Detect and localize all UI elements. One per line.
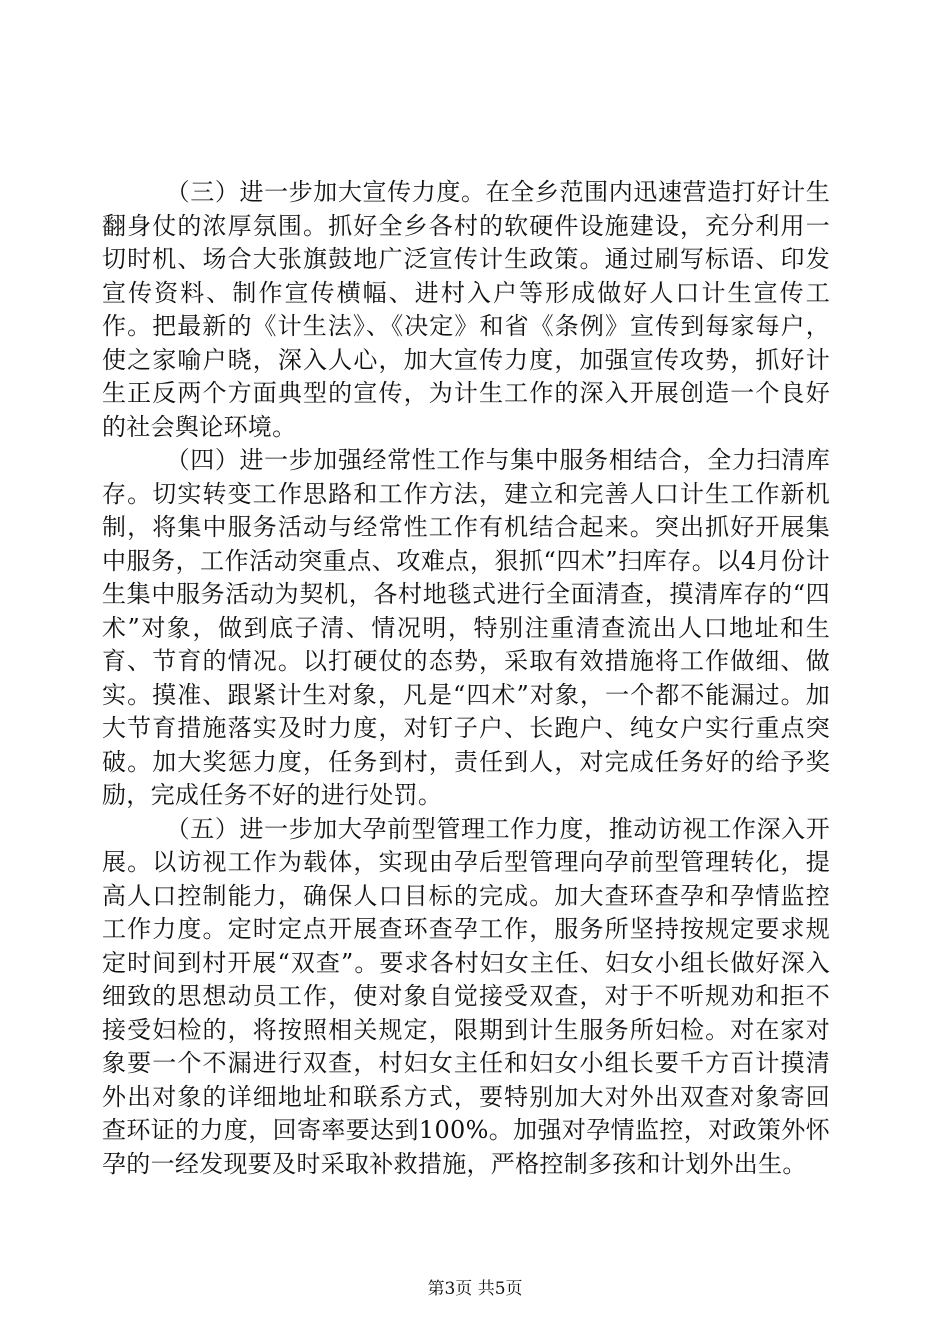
document-body	[102, 176, 830, 1181]
page-number-footer: 第3页 共5页	[427, 1279, 523, 1299]
paragraph-regular-work: （四）进一步加强经常性工作与集中服务相结合，全力扫清库存。切实转变工作思路和工作方法，建立和完善人口计生工作新机制，将集中服务活动与经常性工作有机结合起来。突出抓好开展集中服务，工作活动突重点、攻难点，狠抓“四术”扫库存。以4月份计生集中服务活动为契机，各村地毯式进行全面清查，摸清库存的“四术”对象，做到底子清、情况明，特别注重清查流出人口地址和生育、节育的情况。以打硬仗的态势，采取有效措施将工作做细、做实。摸准、跟紧计生对象，凡是“四术”对象，一个都不能漏过。加大节育措施落实及时力度，对钉子户、长跑户、纯女户实行重点突破。加大奖惩力度，任务到村，责任到人，对完成任务好的给予奖励，完成任务不好的进行处罚。	[102, 446, 830, 809]
paragraph-prepregnancy-management: （五）进一步加大孕前型管理工作力度，推动访视工作深入开展。以访视工作为载体，实现由孕后型管理向孕前型管理转化，提高人口控制能力，确保人口目标的完成。加大查环查孕和孕情监控工作力度。定时定点开展查环查孕工作，服务所坚持按规定要求规定时间到村开展“双查”。要求各村妇女主任、妇女小组长做好深入细致的思想动员工作，使对象自觉接受双查，对于不听规劝和拒不接受妇检的，将按照相关规定，限期到计生服务所妇检。对在家对象要一个不漏进行双查，村妇女主任和妇女小组长要千方百计摸清外出对象的详细地址和联系方式，要特别加大对外出双查对象寄回查环证的力度，回寄率要达到100%。加强对孕情监控，对政策外怀孕的一经发现要及时采取补救措施，严格控制多孩和计划外出生。	[102, 814, 830, 1178]
paragraph-propaganda: （三）进一步加大宣传力度。在全乡范围内迅速营造打好计生翻身仗的浓厚氛围。抓好全乡各村的软硬件设施建设，充分利用一切时机、场合大张旗鼓地广泛宣传计生政策。通过刷写标语、印发宣传资料、制作宣传横幅、进村入户等形成做好人口计生宣传工作。把最新的《计生法》、《决定》和省《条例》宣传到每家每户，使之家喻户晓，深入人心，加大宣传力度，加强宣传攻势，抓好计生正反两个方面典型的宣传，为计生工作的深入开展创造一个良好的社会舆论环境。	[102, 178, 830, 441]
